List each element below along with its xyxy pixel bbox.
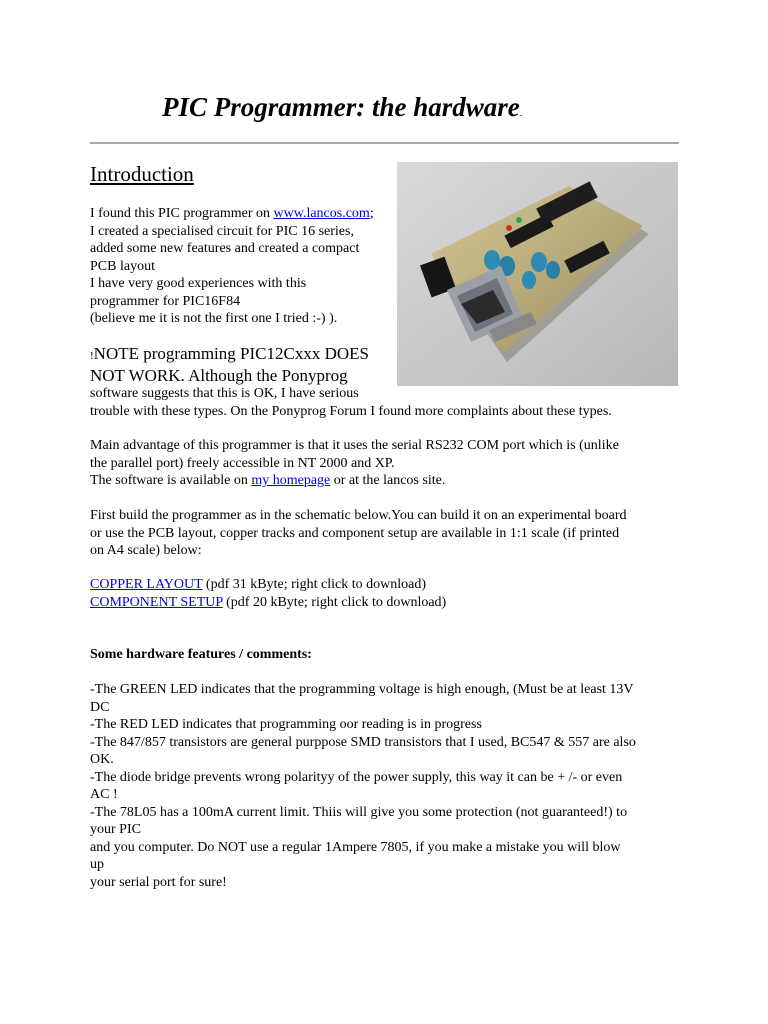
component-setup-link[interactable]: COMPONENT SETUP [90,594,223,610]
title-tail: . [519,108,523,119]
homepage-link[interactable]: my homepage [251,473,331,488]
page-title: PIC Programmer: the hardware. [162,92,523,122]
advantage-paragraph: Main advantage of this programmer is that it uses the serial RS232 COM port which is (unlike the parallel port) freely accessible in NT 2000 and XP. The software is available on my homepage or at the lancos site. [90,438,619,488]
features-heading: Some hardware features / comments: [90,647,312,662]
build-paragraph: First build the programmer as in the schematic below.You can build it on an experimental board or use the PCB layout, copper tracks and component setup are available in 1:1 scale (if printed on A4 scale) below: [90,508,627,558]
horizontal-rule [90,142,679,144]
copper-layout-link[interactable]: COPPER LAYOUT [90,577,203,592]
lancos-link[interactable]: www.lancos.com [273,206,370,221]
features-list: -The GREEN LED indicates that the programming voltage is high enough, (Must be at least 13V DC -The RED LED indicates that programming oor reading is in progress -The 847/857 transistors are general purppose SMD transistors that I used, BC547 & 557 are also OK. -The diode bridge prevents wrong polarityy of the power supply, this way it can be + /- or even AC ! -The 78L05 has a 100mA current limit. Thiis will give you some protection (not guaranteed!) to your PIC and you computer. Do NOT use a regular 1Ampere 7805, if you make a mistake you will blow up your serial port for sure! [90,682,636,890]
note-continued: software suggests that this is OK, I have serious trouble with these types. On the Ponyprog Forum I found more complaints about these types. [90,386,612,419]
intro-heading: Introduction [90,162,194,186]
intro-paragraph: I found this PIC programmer on www.lancos.com; I created a specialised circuit for PIC 16 series, added some new features and created a compact PCB layout I have very good experiences with this programmer for PIC16F84 (believe me it is not the first one I tried :-) ). [90,206,374,326]
note-block: !NOTE programming PIC12Cxxx DOES NOT WORK. Although the Ponyprog [90,344,369,385]
pcb-photo [397,162,678,386]
download-list: COPPER LAYOUT (pdf 31 kByte; right click to download) COMPONENT SETUP (pdf 20 kByte; right click to download) [90,577,447,610]
